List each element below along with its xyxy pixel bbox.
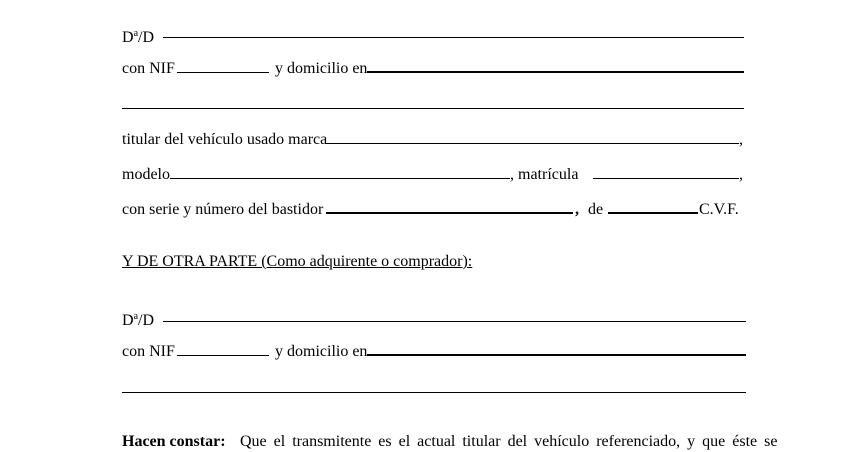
vehicle-plate-label: , matrícula: [510, 166, 579, 183]
seller-nif-field[interactable]: [177, 72, 269, 73]
vehicle-brand-comma: ,: [739, 131, 743, 148]
seller-domicile-field[interactable]: [367, 71, 744, 73]
vehicle-de-field[interactable]: [608, 212, 698, 214]
statement-text: Que el transmitente es el actual titular del vehículo referenciado, y que éste se: [240, 433, 778, 450]
statement-heading: Hacen constar:: [122, 433, 226, 450]
vehicle-de-label: de: [588, 201, 604, 218]
vehicle-model-label: modelo: [122, 166, 170, 183]
seller-name-label: $D^a/D$: [122, 28, 155, 46]
buyer-name-label: $D^a/D$: [122, 311, 155, 329]
vehicle-chassis-field[interactable]: [326, 212, 573, 214]
buyer-section-heading: Y DE OTRA PARTE (Como adquirente o comprador):: [122, 253, 473, 270]
vehicle-plate-field[interactable]: [593, 178, 739, 179]
vehicle-brand-label: titular del vehículo usado marca: [122, 131, 328, 148]
buyer-domicile-continuation-field[interactable]: [122, 392, 746, 393]
vehicle-plate-comma: ,: [739, 166, 743, 183]
seller-name-field[interactable]: [163, 37, 744, 38]
buyer-domicile-label: y domicilio en: [275, 343, 368, 360]
vehicle-chassis-label: con serie y número del bastidor: [122, 201, 324, 218]
vehicle-cvf-label: C.V.F.: [699, 201, 739, 218]
seller-domicile-continuation-field[interactable]: [122, 108, 744, 109]
vehicle-chassis-comma: ,: [575, 201, 579, 218]
vehicle-model-field[interactable]: [170, 178, 510, 179]
seller-nif-label: con NIF: [122, 60, 175, 77]
vehicle-brand-field[interactable]: [326, 143, 739, 144]
buyer-nif-field[interactable]: [177, 355, 269, 356]
seller-domicile-label: y domicilio en: [275, 60, 368, 77]
buyer-domicile-field[interactable]: [367, 354, 746, 356]
buyer-nif-label: con NIF: [122, 343, 175, 360]
buyer-name-field[interactable]: [163, 321, 746, 322]
